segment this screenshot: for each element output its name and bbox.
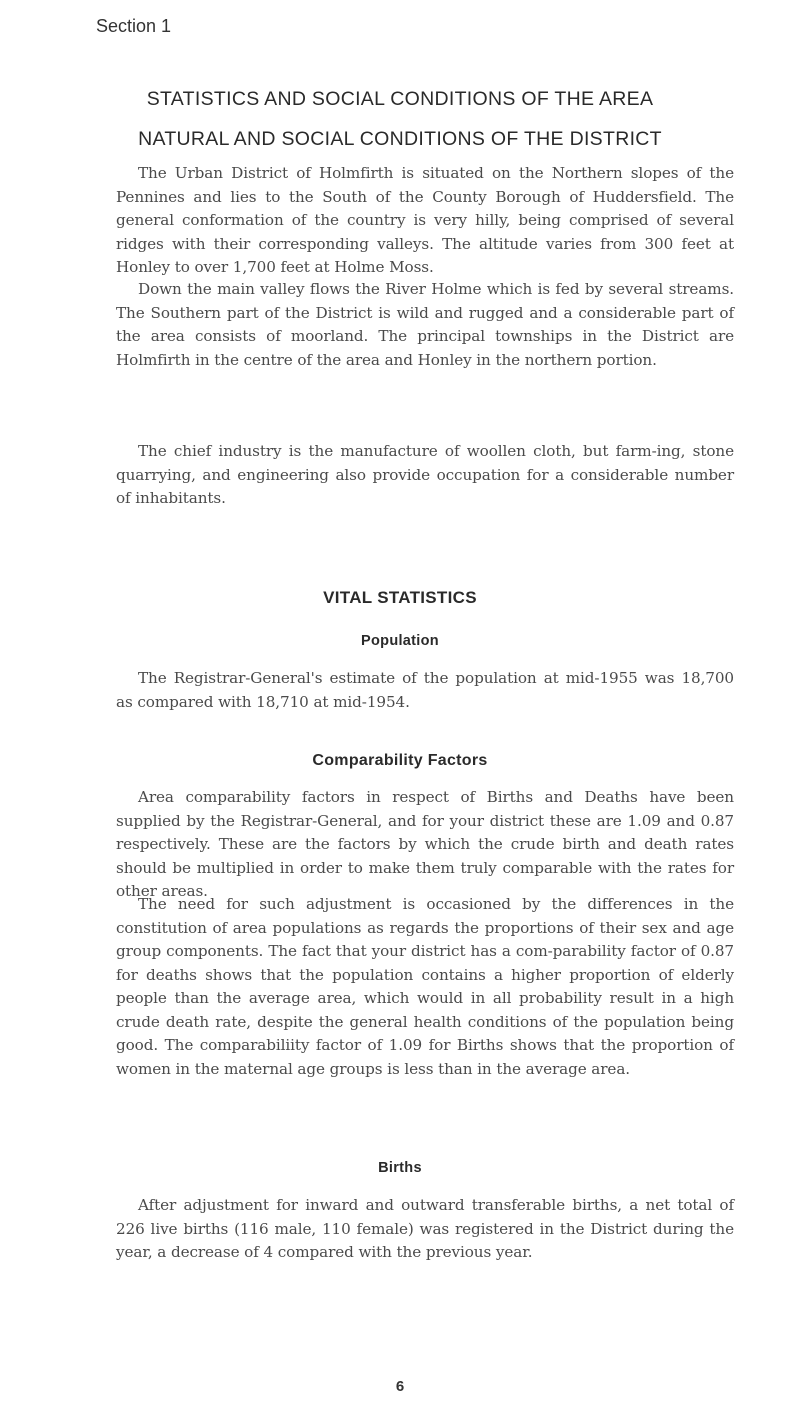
intro-paragraph-3: The chief industry is the manufacture of woollen cloth, but farm-ing, stone quarrying, and engineering also provide occupation for a considerable number of inhabitants. xyxy=(116,442,734,507)
births-heading: Births xyxy=(378,1160,422,1176)
vital-statistics-heading: VITAL STATISTICS xyxy=(323,588,477,607)
page-number: 6 xyxy=(395,1378,405,1395)
population-paragraph: The Registrar-General's estimate of the population at mid-1955 was 18,700 as compared with 18,710 at mid-1954. xyxy=(116,669,734,711)
comparability-heading: Comparability Factors xyxy=(312,752,488,769)
main-title: STATISTICS AND SOCIAL CONDITIONS OF THE AREA xyxy=(146,88,654,110)
intro-paragraph-2: Down the main valley flows the River Holme which is fed by several streams. The Southern part of the District is wild and rugged and a considerable part of the area consists of moorland. The principal townships in the District are Holmfirth in the centre of the area and Honley in the northern portion. xyxy=(116,280,734,369)
intro-paragraph-1: The Urban District of Holmfirth is situated on the Northern slopes of the Pennines and lies to the South of the County Borough of Huddersfield. The general conformation of the country is very hilly, being comprised of several ridges with their corresponding valleys. The altitude varies from 300 feet at Honley to over 1,700 feet at Holme Moss. xyxy=(116,164,734,276)
births-paragraph: After adjustment for inward and outward transferable births, a net total of 226 live births (116 male, 110 female) was registered in the District during the year, a decrease of 4 compared with the previous year. xyxy=(116,1196,734,1261)
comparability-paragraph-2: The need for such adjustment is occasioned by the differences in the constitution of area populations as regards the proportions of their sex and age group components. The fact that your district has a com-parability factor of 0.87 for deaths shows that the population contains a higher proportion of elderly people than the average area, which would in all probability result in a high crude death rate, despite the general health conditions of the population being good. The comparabiliity factor of 1.09 for Births shows that the proportion of women in the maternal age groups is less than in the average area. xyxy=(116,895,734,1078)
subtitle: NATURAL AND SOCIAL CONDITIONS OF THE DISTRICT xyxy=(138,128,662,150)
population-heading: Population xyxy=(361,633,439,649)
comparability-paragraph-1: Area comparability factors in respect of Births and Deaths have been supplied by the Registrar-General, and for your district these are 1.09 and 0.87 respectively. These are the factors by which the crude birth and death rates should be multiplied in order to make them truly comparable with the rates for other areas. xyxy=(116,788,734,900)
section-label: Section 1 xyxy=(96,16,172,36)
